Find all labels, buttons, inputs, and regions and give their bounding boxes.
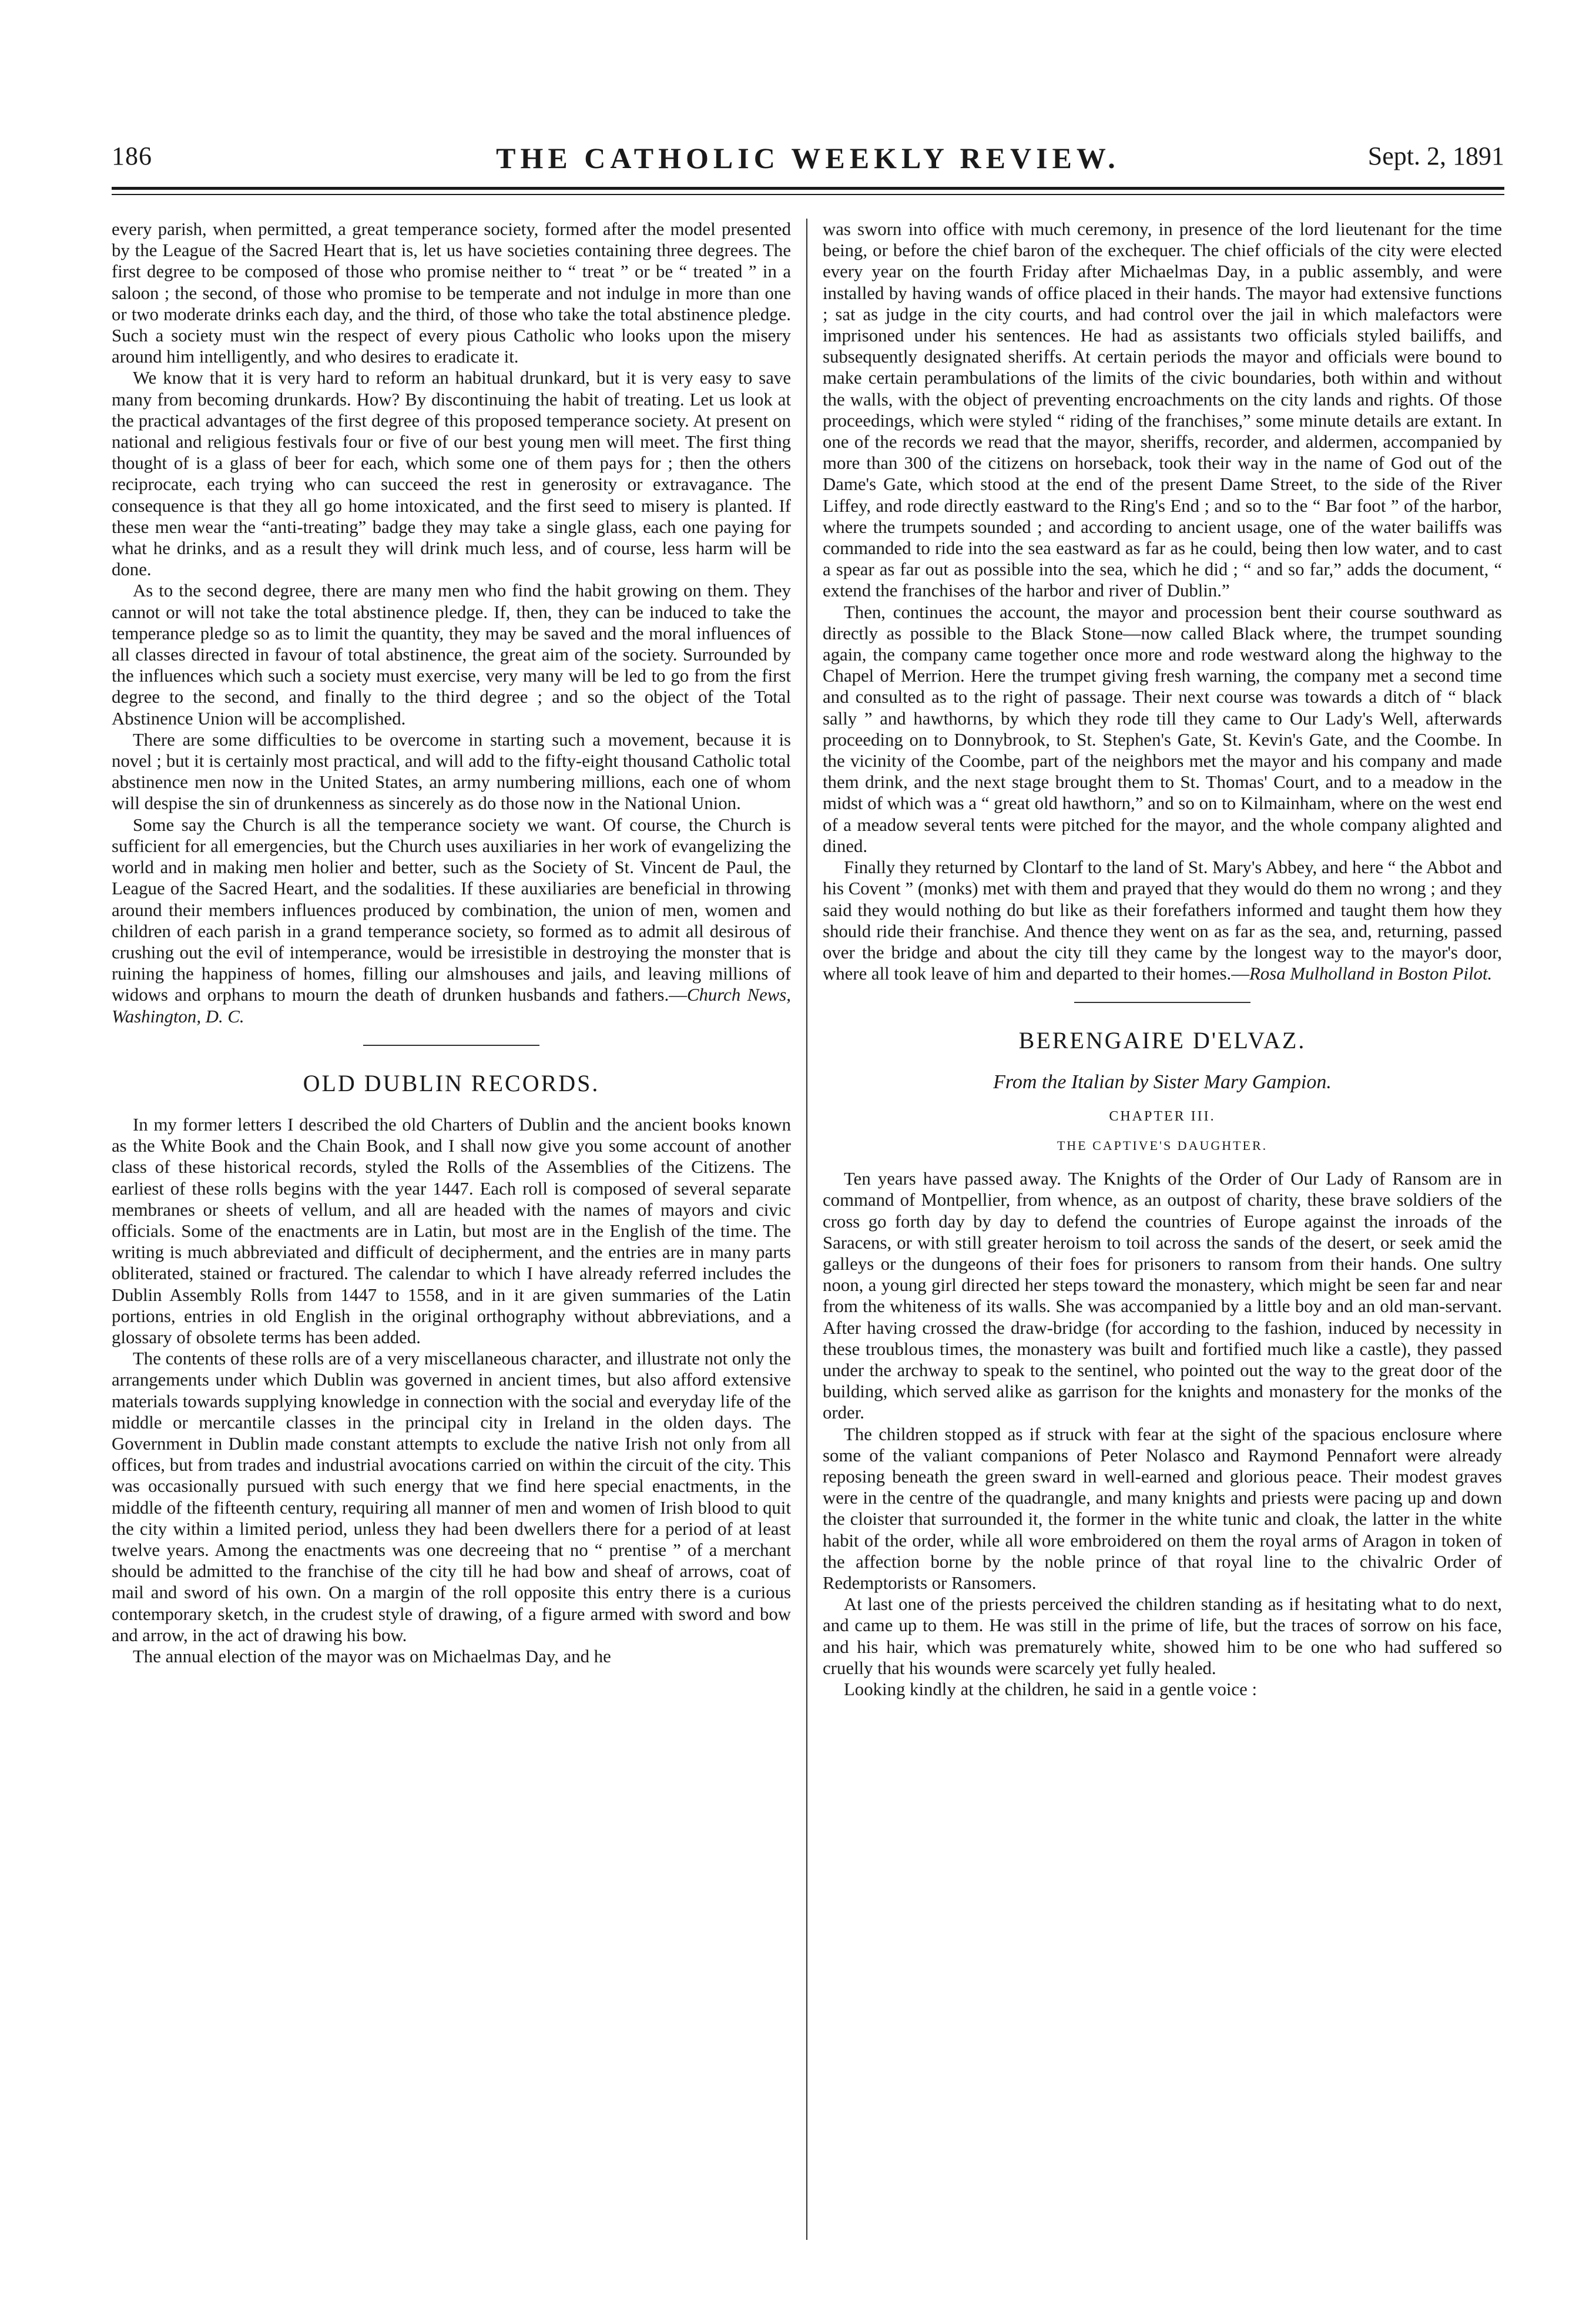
newspaper-title: THE CATHOLIC WEEKLY REVIEW. [496, 142, 1120, 175]
left-column [112, 219, 791, 2240]
chapter-title: THE CAPTIVE'S DAUGHTER. [1057, 1138, 1268, 1153]
dublin-paragraph: In my former letters I described the old Charters of Dublin and the ancient books known as the White Book and the Chain Book, and I shall now give you some account of another class of these historical records, styled the Rolls of the Assemblies of the Citizens. The earliest of these rolls begins with the year 1447. Each roll is composed of several separate membranes or sheets of vellum, and all are headed with the names of mayors and civic officials. Some of the enactments are in Latin, but most are in the English of the time. The writing is much abbreviated and difficult of decipherment, and the entries are in many parts obliterated, stained or fractured. The calendar to which I have already referred includes the Dublin Assembly Rolls from 1447 to 1558, and in it are given summaries of the Latin portions, entries in old English in the original orthography without abbreviations, and a glossary of obsolete terms has been added. [112, 1114, 791, 1347]
article-heading-old-dublin-records: OLD DUBLIN RECORDS. [303, 1069, 600, 1096]
temperance-paragraph [112, 814, 791, 1027]
temperance-paragraph: As to the second degree, there are many men who find the habit growing on them. They cannot or will not take the total abstinence pledge. If, then, they can be induced to take the temperance pledge so as to limit the quantity, they may be saved and the moral influences of all classes directed in favour of total abstinence, the great aim of the society. Surrounded by the influences which such a society must exercise, very many will be led to go from the first degree to the second, and finally to the third degree ; and so the object of the Total Abstinence Union will be accomplished. [112, 581, 791, 729]
dublin-text: Finally they returned by Clontarf to the land of St. Mary's Abbey, and here “ the Abbot and his Covent ” (monks) met with them and prayed that they would do them no wrong ; and they said they would nothing do but like as their forefathers informed and taught them how they should ride their franchise. And thence they went on as far as the sea, and, returning, passed over the bridge and about the city till they came by the longest way to the mayor's door, where all took leave of him and departed to their homes.— [823, 857, 1502, 984]
temperance-paragraph: We know that it is very hard to reform an habitual drunkard, but it is very easy to save many from becoming drunkards. How? By discontinuing the habit of treating. Let us look at the practical advantages of the first degree of this proposed temperance society. At present on national and religious festivals four or five of our best young men will meet. The first thing thought of is a glass of beer for each, which some one of them pays for ; then the others reciprocate, each trying who can succeed the rest in generosity or extravagance. The consequence is that they all go home intoxicated, and the first seed to misery is planted. If these men wear the “anti-treating” badge they may take a single glass, each one paying for what he drinks, and as a result they will drink much less, and of course, less harm will be done. [112, 368, 791, 580]
page-number: 186 [112, 142, 152, 170]
temperance-text: Some say the Church is all the temperance society we want. Of course, the Church is sufficient for all emergencies, but the Church uses auxiliaries in her work of evangelizing the world and in making men holier and better, such as the Society of St. Vincent de Paul, the League of the Sacred Heart, and the sodalities. If these auxiliaries are beneficial in throwing around their members influences produced by combination, the union of men, women and children of each parish in a grand temperance society, so formed as to admit all desirous of crushing out the evil of intemperance, would be irresistible in destroying the monster that is ruining the happiness of homes, filling our almshouses and jails, and leaving millions of widows and orphans to mourn the death of drunken husbands and fathers.— [112, 814, 791, 1005]
story-paragraph: Ten years have passed away. The Knights of the Order of Our Lady of Ransom are in command of Montpellier, from whence, as an outpost of charity, these brave soldiers of the cross go forth day by day to defend the countries of Europe against the inroads of the Saracens, or with still greater heroism to toil across the sands of the desert, or seek amid the galleys or the dungeons of their foes for prisoners to ransom from their hands. One sultry noon, a young girl directed her steps toward the monastery, which might be seen far and near from the whiteness of its walls. She was accompanied by a little boy and an old man-servant. After having crossed the draw-bridge (for according to the fashion, induced by necessity in these troublous times, the monastery was built and fortified much like a castle), they passed under the archway to speak to the sentinel, who pointed out the way to the great door of the building, which served alike as garrison for the knights and monastery for the monks of the order. [823, 1169, 1502, 1423]
temperance-paragraph: every parish, when permitted, a great temperance society, formed after the model presented by the League of the Sacred Heart that is, let us have societies containing three degrees. The first degree to be composed of those who promise neither to “ treat ” or be “ treated ” in a saloon ; the second, of those who promise to be temperate and not indulge in more than one or two moderate drinks each day, and the third, of those who take the total abstinence pledge. Such a society must win the respect of every pious Catholic who looks upon the misery around him intelligently, and who desires to eradicate it. [112, 219, 791, 367]
dublin-paragraph: was sworn into office with much ceremony, in presence of the lord lieutenant for the time being, or before the chief baron of the exchequer. The chief officials of the city were elected every year on the fourth Friday after Michaelmas Day, in a public assembly, and were installed by having wands of office placed in their hands. The mayor had extensive functions ; sat as judge in the city courts, and had control over the jail in which malefactors were imprisoned under his sentences. He had as assistants two officials styled bailiffs, and subsequently designated sheriffs. At certain periods the mayor and officials were bound to make certain perambulations of the limits of the civic boundaries, both within and without the walls, with the object of preventing encroachments on the city lands and rights. Of those proceedings, which were styled “ riding of the franchises,” some minute details are extant. In one of the records we read that the mayor, sheriffs, recorder, and aldermen, accompanied by more than 300 of the citizens on horseback, took their way in the name of God out of the Dame's Gate, which stood at the end of the present Dame Street, to the side of the River Liffey, and rode directly eastward to the Ring's End ; and so to the “ Bar foot ” of the harbor, where the trumpets sounded ; and according to ancient usage, one of the water bailiffs was commanded to ride into the sea eastward as far as he could, being then low water, and to cast a spear as far out as possible into the sea, which he did ; “ and so far,” adds the document, “ extend the franchises of the harbor and river of Dublin.” [823, 219, 1502, 601]
section-rule [1074, 1002, 1250, 1003]
section-rule [363, 1045, 539, 1046]
masthead [112, 141, 1504, 182]
dublin-paragraph: The contents of these rolls are of a very miscellaneous character, and illustrate not only the arrangements under which Dublin was governed in ancient times, but also afford extensive materials towards supplying knowledge in connection with the social and everyday life of the middle or mercantile classes in the principal city in Ireland in the olden days. The Government in Dublin made constant attempts to exclude the native Irish not only from all offices, but from trades and industrial avocations carried on within the circuit of the city. This was occasionally pursued with such energy that we find here special enactments, in the middle of the fifteenth century, requiring all manner of men and women of Irish blood to quit the city within a limited period, unless they had been dwellers there for a period of at least twelve years. Among the enactments was one decreeing that no “ prentise ” of a merchant should be admitted to the franchise of the city till he had bow and sheaf of arrows, coat of mail and sword of his own. On a margin of the roll opposite this entry there is a curious contemporary sketch, in the crudest style of drawing, of a figure armed with sword and bow and arrow, in the act of drawing his bow. [112, 1349, 791, 1645]
story-paragraph: The children stopped as if struck with fear at the sight of the spacious enclosure where some of the valiant companions of Peter Nolasco and Raymond Pennafort were already reposing beneath the green sward in well-earned and glorious peace. Their modest graves were in the centre of the quadrangle, and many knights and priests were pacing up and down the cloister that surrounded it, the former in the white tunic and cloak, the latter in the white habit of the order, while all wore embroidered on them the royal arms of Aragon in token of the affection borne by the noble prince of that royal line to the chivalric Order of Redemptorists or Ransomers. [823, 1424, 1502, 1593]
article-source: Church News, Washington, D. C. [112, 985, 791, 1027]
dublin-paragraph [823, 857, 1502, 984]
issue-date: Sept. 2, 1891 [1367, 142, 1504, 170]
temperance-paragraph: There are some difficulties to be overcome in starting such a movement, because it is novel ; but it is certainly most practical, and will add to the fifty-eight thousand Catholic total abstinence men now in the United States, an army numbering millions, each one of whom will despise the sin of drunkenness as sincerely as do those now in the National Union. [112, 729, 791, 814]
story-paragraph: Looking kindly at the children, he said in a gentle voice : [844, 1679, 1258, 1699]
article-source: Rosa Mulholland in Boston Pilot. [1249, 964, 1493, 984]
dublin-paragraph: The annual election of the mayor was on Michaelmas Day, and he [133, 1646, 611, 1666]
chapter-number: CHAPTER III. [1109, 1108, 1216, 1124]
dublin-paragraph: Then, continues the account, the mayor and procession bent their course southward as directly as possible to the Black Stone—now called Black where, the trumpet sounding again, the company came together once more and rode westward along the highway to the Chapel of Merrion. Here the trumpet giving fresh warning, the company met a second time and consulted as to the right of passage. Their next course was towards a ditch of “ black sally ” and hawthorns, by which they rode till they came to Our Lady's Well, afterwards proceeding on to Donnybrook, to St. Stephen's Gate, St. Kevin's Gate, and the Coombe. In the vicinity of the Coombe, part of the neighbors met the mayor and his company and made them drink, and the next stage brought them to St. Thomas' Court, and to a meadow in the midst of which was a “ great old hawthorn,” and so on to Kilmainham, where on the west end of a meadow several tents were pitched for the mayor, and the whole company alighted and dined. [823, 602, 1502, 856]
column-divider [806, 219, 807, 2240]
right-column [823, 219, 1502, 2240]
story-paragraph: At last one of the priests perceived the children standing as if hesitating what to do next, and came up to them. He was still in the prime of life, but the traces of sorrow on his face, and his hair, which was prematurely white, showed him to be one who had suffered so cruelly that his wounds were scarcely yet fully healed. [823, 1594, 1502, 1678]
masthead-rule-thin [112, 194, 1504, 195]
article-subheading: From the Italian by Sister Mary Gampion. [993, 1071, 1332, 1093]
article-heading-berengaire: BERENGAIRE D'ELVAZ. [1018, 1027, 1306, 1054]
masthead-rule-thick [112, 187, 1504, 190]
